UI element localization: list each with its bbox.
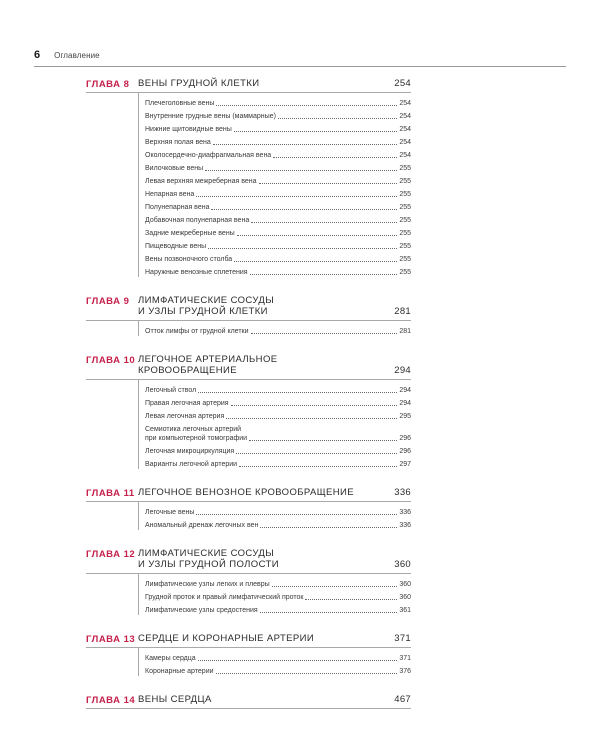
chapter-label: ГЛАВА 14 bbox=[86, 695, 136, 706]
chapter-title-line: И УЗЛЫ ГРУДНОЙ ПОЛОСТИ bbox=[138, 559, 279, 570]
toc-entry-title bbox=[145, 412, 224, 421]
dot-leader bbox=[196, 514, 397, 515]
toc-entry[interactable] bbox=[139, 147, 411, 160]
dot-leader bbox=[259, 183, 398, 184]
toc-entry-title-line: Камеры сердца bbox=[145, 655, 196, 662]
chapter-label: ГЛАВА 10 bbox=[86, 355, 136, 366]
toc-entry-title bbox=[145, 327, 249, 336]
dot-leader bbox=[208, 248, 397, 249]
dot-leader bbox=[216, 673, 398, 674]
dot-leader bbox=[198, 392, 397, 393]
toc-entry[interactable] bbox=[139, 443, 411, 456]
chapter-heading[interactable] bbox=[86, 548, 411, 574]
toc-entry-page: 361 bbox=[399, 607, 411, 614]
toc-entry-page: 254 bbox=[399, 139, 411, 146]
dot-leader bbox=[234, 261, 397, 262]
chapter-title bbox=[138, 694, 378, 705]
chapter-12 bbox=[86, 548, 411, 615]
toc-entry-title bbox=[145, 386, 196, 395]
toc-entry[interactable] bbox=[139, 504, 411, 517]
toc-entry-page: 371 bbox=[399, 655, 411, 662]
toc-entry-title-line: Аномальный дренаж легочных вен bbox=[145, 522, 259, 529]
dot-leader bbox=[249, 440, 397, 441]
header-rule bbox=[34, 66, 566, 67]
toc-entry-title-line: Левая легочная артерия bbox=[145, 413, 225, 420]
toc-entry[interactable] bbox=[139, 650, 411, 663]
chapter-entries bbox=[138, 93, 411, 277]
toc-entry-title-line: Вены позвоночного столба bbox=[145, 256, 233, 263]
toc-entry[interactable] bbox=[139, 108, 411, 121]
toc-entry-title-line: Наружные венозные сплетения bbox=[145, 269, 248, 276]
dot-leader bbox=[272, 586, 398, 587]
chapter-9 bbox=[86, 295, 411, 336]
toc-entry-title-line: Грудной проток и правый лимфатический проток bbox=[145, 594, 304, 601]
dot-leader bbox=[226, 418, 397, 419]
dot-leader bbox=[305, 599, 397, 600]
chapter-entries bbox=[138, 648, 411, 676]
chapter-title bbox=[138, 633, 378, 644]
running-title: Оглавление bbox=[54, 51, 100, 60]
chapter-8 bbox=[86, 78, 411, 277]
toc-entry-page: 376 bbox=[399, 668, 411, 675]
toc-entry-page: 254 bbox=[399, 152, 411, 159]
chapter-page-number: 281 bbox=[394, 306, 411, 317]
toc-entry-page: 281 bbox=[399, 328, 411, 335]
dot-leader bbox=[213, 144, 398, 145]
dot-leader bbox=[234, 131, 397, 132]
toc-entry-title-line: Внутренние грудные вены (маммарные) bbox=[145, 113, 276, 120]
toc-entry[interactable] bbox=[139, 121, 411, 134]
chapter-title bbox=[138, 78, 378, 89]
toc-entry-title bbox=[145, 593, 303, 602]
toc-entry-title bbox=[145, 667, 214, 676]
toc-entry-title bbox=[145, 177, 257, 186]
toc-entry-page: 254 bbox=[399, 100, 411, 107]
toc-entry-page: 297 bbox=[399, 461, 411, 468]
chapter-entries bbox=[138, 574, 411, 615]
toc-entry-title-line: Лимфатические узлы средостения bbox=[145, 607, 258, 614]
toc-entry-title-line: Легочный ствол bbox=[145, 387, 197, 394]
chapter-title bbox=[138, 548, 378, 570]
toc-entry-page: 255 bbox=[399, 191, 411, 198]
chapter-title bbox=[138, 295, 378, 317]
chapter-label: ГЛАВА 9 bbox=[86, 296, 130, 307]
toc-entry[interactable] bbox=[139, 456, 411, 469]
dot-leader bbox=[250, 274, 398, 275]
toc-entry-page: 336 bbox=[399, 522, 411, 529]
chapter-heading[interactable] bbox=[86, 487, 411, 502]
dot-leader bbox=[211, 209, 397, 210]
toc-entry-page: 255 bbox=[399, 269, 411, 276]
chapter-14 bbox=[86, 694, 411, 709]
chapter-10 bbox=[86, 354, 411, 469]
chapter-page-number: 294 bbox=[394, 365, 411, 376]
chapter-title bbox=[138, 487, 378, 498]
toc-entry-page: 255 bbox=[399, 178, 411, 185]
toc-entry-title-line: Варианты легочной артерии bbox=[145, 461, 238, 468]
chapter-heading[interactable] bbox=[86, 295, 411, 321]
toc-entry-title-line: Нижние щитовидные вены bbox=[145, 126, 232, 133]
toc-entry[interactable] bbox=[139, 186, 411, 199]
dot-leader bbox=[260, 527, 397, 528]
toc-entry[interactable] bbox=[139, 199, 411, 212]
chapter-page-number: 467 bbox=[394, 694, 411, 705]
toc-entry[interactable] bbox=[139, 602, 411, 615]
chapter-title-line: КРОВООБРАЩЕНИЕ bbox=[138, 365, 237, 376]
toc-entry-title bbox=[145, 521, 258, 530]
toc-entry-page: 295 bbox=[399, 413, 411, 420]
toc-entry-title-line: Пищеводные вены bbox=[145, 243, 207, 250]
toc-entry[interactable] bbox=[139, 238, 411, 251]
toc-entry[interactable] bbox=[139, 134, 411, 147]
toc-entry-title-line: Правая легочная артерия bbox=[145, 400, 229, 407]
chapter-title-line: И УЗЛЫ ГРУДНОЙ КЛЕТКИ bbox=[138, 306, 268, 317]
chapter-label: ГЛАВА 8 bbox=[86, 79, 130, 90]
toc-entry-title bbox=[145, 125, 232, 134]
toc-entry-title-line: Семиотика легочных артерий bbox=[145, 426, 242, 433]
chapter-entries bbox=[138, 380, 411, 469]
toc-entry-title-line: Вилочковые вены bbox=[145, 165, 204, 172]
chapter-title-line: ЛЕГОЧНОЕ АРТЕРИАЛЬНОЕ bbox=[138, 354, 278, 365]
toc-entry-title-line: Околосердечно-диафрагмальная вена bbox=[145, 152, 272, 159]
chapter-heading[interactable] bbox=[86, 78, 411, 93]
toc-entry-page: 255 bbox=[399, 165, 411, 172]
toc-entry-page: 294 bbox=[399, 400, 411, 407]
chapter-heading[interactable] bbox=[86, 633, 411, 648]
toc-entry[interactable] bbox=[139, 408, 411, 421]
toc-entry-title bbox=[145, 508, 194, 517]
table-of-contents bbox=[86, 78, 411, 709]
chapter-entries bbox=[138, 502, 411, 530]
chapter-11 bbox=[86, 487, 411, 530]
dot-leader bbox=[216, 105, 397, 106]
dot-leader bbox=[273, 157, 397, 158]
toc-entry-page: 254 bbox=[399, 126, 411, 133]
dot-leader bbox=[239, 466, 397, 467]
dot-leader bbox=[205, 170, 397, 171]
toc-entry-page: 255 bbox=[399, 230, 411, 237]
chapter-label: ГЛАВА 12 bbox=[86, 549, 136, 560]
dot-leader bbox=[236, 453, 397, 454]
toc-entry[interactable] bbox=[139, 395, 411, 408]
toc-entry-title bbox=[145, 99, 214, 108]
toc-entry-title bbox=[145, 203, 209, 212]
toc-entry-title bbox=[145, 138, 211, 147]
page-number: 6 bbox=[34, 49, 41, 61]
toc-entry-page: 255 bbox=[399, 243, 411, 250]
toc-entry-page: 255 bbox=[399, 256, 411, 263]
chapter-page-number: 360 bbox=[394, 559, 411, 570]
chapter-title-line: ЛИМФАТИЧЕСКИЕ СОСУДЫ bbox=[138, 548, 275, 559]
chapter-page-number: 371 bbox=[394, 633, 411, 644]
dot-leader bbox=[260, 612, 398, 613]
chapter-title-line: ЛЕГОЧНОЕ ВЕНОЗНОЕ КРОВООБРАЩЕНИЕ bbox=[138, 487, 354, 498]
chapter-title-line: ВЕНЫ ГРУДНОЙ КЛЕТКИ bbox=[138, 78, 260, 89]
toc-entry-title bbox=[145, 654, 196, 663]
toc-entry-title-line: при компьютерной томографии bbox=[145, 435, 248, 442]
chapter-heading[interactable] bbox=[86, 354, 411, 380]
toc-entry-title-line: Отток лимфы от грудной клетки bbox=[145, 328, 249, 335]
dot-leader bbox=[251, 333, 398, 334]
running-head bbox=[34, 49, 100, 61]
dot-leader bbox=[237, 235, 398, 236]
toc-entry[interactable] bbox=[139, 382, 411, 395]
toc-entry-title bbox=[145, 268, 248, 277]
toc-entry-title-line: Добавочная полунепарная вена bbox=[145, 217, 250, 224]
toc-entry-title bbox=[145, 242, 206, 251]
toc-entry[interactable] bbox=[139, 517, 411, 530]
toc-entry[interactable] bbox=[139, 421, 411, 443]
dot-leader bbox=[231, 405, 398, 406]
chapter-entries bbox=[138, 321, 411, 336]
toc-entry-title-line: Непарная вена bbox=[145, 191, 195, 198]
toc-entry-title bbox=[145, 606, 258, 615]
toc-entry-title bbox=[145, 447, 234, 456]
toc-entry-title bbox=[145, 190, 194, 199]
dot-leader bbox=[278, 118, 397, 119]
toc-entry[interactable] bbox=[139, 264, 411, 277]
toc-entry-page: 294 bbox=[399, 387, 411, 394]
chapter-13 bbox=[86, 633, 411, 676]
toc-entry-title bbox=[145, 425, 247, 443]
toc-entry-page: 255 bbox=[399, 204, 411, 211]
toc-entry-title-line: Легочные вены bbox=[145, 509, 195, 516]
toc-entry-page: 360 bbox=[399, 581, 411, 588]
toc-entry[interactable] bbox=[139, 323, 411, 336]
chapter-page-number: 336 bbox=[394, 487, 411, 498]
dot-leader bbox=[196, 196, 397, 197]
toc-entry-title-line: Коронарные артерии bbox=[145, 668, 214, 675]
toc-entry[interactable] bbox=[139, 160, 411, 173]
dot-leader bbox=[198, 660, 398, 661]
toc-entry-title bbox=[145, 216, 249, 225]
chapter-title-line: СЕРДЦЕ И КОРОНАРНЫЕ АРТЕРИИ bbox=[138, 633, 315, 644]
toc-entry-title bbox=[145, 164, 203, 173]
toc-entry-title-line: Лимфатические узлы легких и плевры bbox=[145, 581, 270, 588]
toc-entry[interactable] bbox=[139, 663, 411, 676]
toc-entry-page: 360 bbox=[399, 594, 411, 601]
toc-entry[interactable] bbox=[139, 576, 411, 589]
chapter-page-number: 254 bbox=[394, 78, 411, 89]
chapter-heading[interactable] bbox=[86, 694, 411, 709]
toc-entry-title bbox=[145, 112, 276, 121]
toc-entry-title-line: Полунепарная вена bbox=[145, 204, 210, 211]
toc-entry-page: 296 bbox=[399, 435, 411, 442]
chapter-title-line: ВЕНЫ СЕРДЦА bbox=[138, 694, 212, 705]
toc-entry-title bbox=[145, 580, 270, 589]
toc-entry[interactable] bbox=[139, 95, 411, 108]
toc-entry-title bbox=[145, 399, 229, 408]
toc-entry-page: 336 bbox=[399, 509, 411, 516]
toc-entry-title bbox=[145, 229, 235, 238]
toc-entry-page: 255 bbox=[399, 217, 411, 224]
toc-entry-title-line: Плечеголовные вены bbox=[145, 100, 215, 107]
toc-entry[interactable] bbox=[139, 589, 411, 602]
chapter-title bbox=[138, 354, 378, 376]
dot-leader bbox=[251, 222, 397, 223]
toc-entry-title bbox=[145, 460, 237, 469]
toc-entry-title-line: Легочная микроциркуляция bbox=[145, 448, 235, 455]
toc-entry-title-line: Верхняя полая вена bbox=[145, 139, 211, 146]
toc-entry-page: 254 bbox=[399, 113, 411, 120]
toc-entry[interactable] bbox=[139, 212, 411, 225]
toc-entry-title-line: Левая верхняя межреберная вена bbox=[145, 178, 257, 185]
toc-entry-page: 296 bbox=[399, 448, 411, 455]
chapter-label: ГЛАВА 11 bbox=[86, 488, 135, 499]
toc-entry[interactable] bbox=[139, 251, 411, 264]
toc-entry-title bbox=[145, 151, 271, 160]
toc-entry[interactable] bbox=[139, 173, 411, 186]
toc-entry-title-line: Задние межреберные вены bbox=[145, 230, 235, 237]
chapter-label: ГЛАВА 13 bbox=[86, 634, 136, 645]
chapter-title-line: ЛИМФАТИЧЕСКИЕ СОСУДЫ bbox=[138, 295, 275, 306]
toc-entry-title bbox=[145, 255, 232, 264]
toc-entry[interactable] bbox=[139, 225, 411, 238]
